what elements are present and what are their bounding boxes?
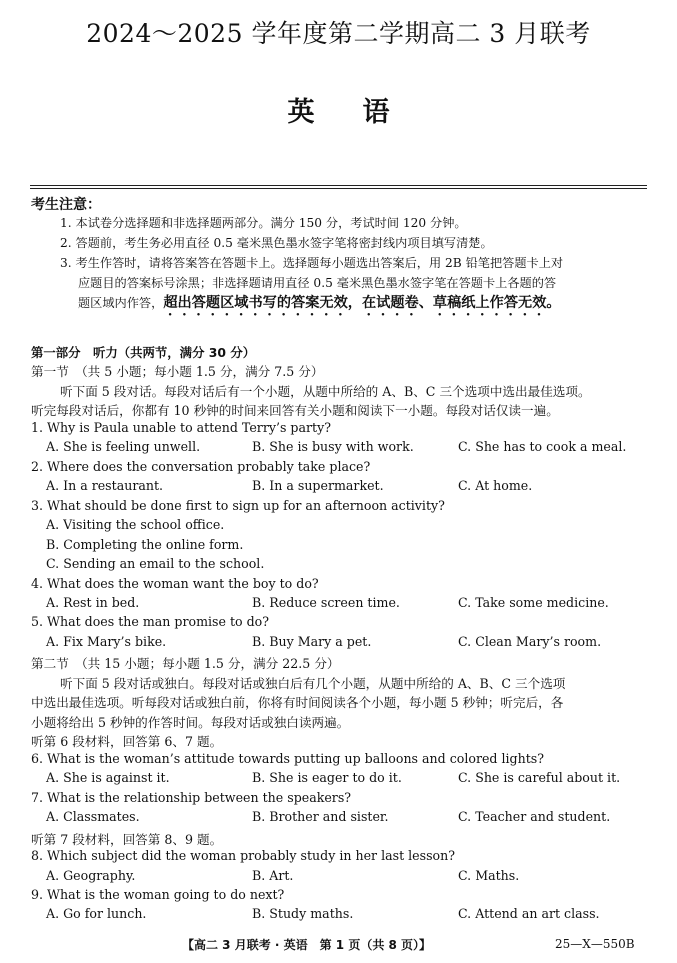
- page-footer: 【高二 3 月联考 · 英语 第 1 页（共 8 页）】: [182, 938, 432, 952]
- question-4-option-a: A. Rest in bed.: [46, 595, 140, 610]
- exam-title: 2024～2025 学年度第二学期高二 3 月联考: [86, 19, 591, 48]
- exam-code: 25—X—550B: [555, 937, 635, 951]
- question-3-option-c: C. Sending an email to the school.: [46, 556, 265, 571]
- note-item-3-text: 题区域内作答，: [78, 296, 164, 310]
- header-divider-thin: [30, 188, 647, 189]
- section1-heading: 第一节 （共 5 小题；每小题 1.5 分，满分 7.5 分）: [31, 364, 324, 379]
- question-8-option-a: A. Geography.: [46, 868, 136, 883]
- section2-heading: 第二节 （共 15 小题；每小题 1.5 分，满分 22.5 分）: [31, 656, 340, 671]
- question-4-option-c: C. Take some medicine.: [458, 595, 609, 610]
- question-8-stem: 8. Which subject did the woman probably study in her last lesson?: [31, 848, 455, 863]
- note-item-3-cont-2: [78, 293, 561, 319]
- section2-instruction-2: 中选出最佳选项。听每段对话或独白前，你将有时间阅读各个小题，每小题 5 秒钟；听完后，各: [31, 695, 564, 710]
- subject-title: 英语: [287, 97, 438, 128]
- section2-instruction-1: 听下面 5 段对话或独白。每段对话或独白后有几个小题，从题中所给的 A、B、C 三个选项: [60, 676, 566, 691]
- question-1-stem: 1. Why is Paula unable to attend Terry’s party?: [31, 420, 331, 435]
- question-7-option-a: A. Classmates.: [46, 809, 140, 824]
- question-9-stem: 9. What is the woman going to do next?: [31, 887, 285, 902]
- question-1-option-a: A. She is feeling unwell.: [46, 439, 201, 454]
- question-5-option-a: A. Fix Mary’s bike.: [46, 634, 167, 649]
- question-7-option-b: B. Brother and sister.: [252, 809, 389, 824]
- question-5-stem: 5. What does the man promise to do?: [31, 614, 269, 629]
- question-5-option-b: B. Buy Mary a pet.: [252, 634, 372, 649]
- section1-instruction-1: 听下面 5 段对话。每段对话后有一个小题，从题中所给的 A、B、C 三个选项中选出最佳选项。: [60, 384, 591, 399]
- note-item-3-cont-1: 应题目的答案标号涂黑；非选择题请用直径 0.5 毫米黑色墨水签字笔在答题卡上各题的答: [78, 276, 557, 290]
- question-1-option-b: B. She is busy with work.: [252, 439, 414, 454]
- section2-instruction-3: 小题将给出 5 秒钟的作答时间。每段对话或独白读两遍。: [31, 715, 350, 730]
- question-9-option-c: C. Attend an art class.: [458, 906, 600, 921]
- emphasized-warning: 超出答题区域书写的答案无效，在试题卷、草稿纸上作答无效。: [163, 295, 561, 311]
- notes-heading: 考生注意：: [31, 197, 101, 213]
- question-3-option-b: B. Completing the online form.: [46, 537, 244, 552]
- question-3-option-a: A. Visiting the school office.: [46, 517, 225, 532]
- question-4-option-b: B. Reduce screen time.: [252, 595, 400, 610]
- question-1-option-c: C. She has to cook a meal.: [458, 439, 627, 454]
- header-divider: [30, 185, 647, 186]
- question-5-option-c: C. Clean Mary’s room.: [458, 634, 602, 649]
- question-7-option-c: C. Teacher and student.: [458, 809, 611, 824]
- note-item-1: 1. 本试卷分选择题和非选择题两部分。满分 150 分，考试时间 120 分钟。: [60, 216, 467, 230]
- note-item-2: 2. 答题前，考生务必用直径 0.5 毫米黑色墨水签字笔将密封线内项目填写清楚。: [60, 236, 493, 250]
- note-item-3: 3. 考生作答时，请将答案答在答题卡上。选择题每小题选出答案后，用 2B 铅笔把答题卡上对: [60, 256, 564, 270]
- question-8-option-b: B. Art.: [252, 868, 294, 883]
- question-7-stem: 7. What is the relationship between the speakers?: [31, 790, 352, 805]
- question-2-option-a: A. In a restaurant.: [46, 478, 164, 493]
- question-2-option-c: C. At home.: [458, 478, 533, 493]
- question-3-stem: 3. What should be done first to sign up for an afternoon activity?: [31, 498, 445, 513]
- question-9-option-a: A. Go for lunch.: [46, 906, 147, 921]
- question-9-option-b: B. Study maths.: [252, 906, 354, 921]
- question-2-stem: 2. Where does the conversation probably take place?: [31, 459, 371, 474]
- question-6-option-b: B. She is eager to do it.: [252, 770, 402, 785]
- part1-heading: 第一部分 听力（共两节，满分 30 分）: [31, 345, 256, 360]
- question-8-option-c: C. Maths.: [458, 868, 520, 883]
- material-6-heading: 听第 6 段材料，回答第 6、7 题。: [31, 734, 223, 749]
- question-4-stem: 4. What does the woman want the boy to do?: [31, 576, 319, 591]
- question-6-option-c: C. She is careful about it.: [458, 770, 621, 785]
- question-2-option-b: B. In a supermarket.: [252, 478, 384, 493]
- section1-instruction-2: 听完每段对话后，你都有 10 秒钟的时间来回答有关小题和阅读下一小题。每段对话仅读一遍。: [31, 403, 559, 418]
- question-6-stem: 6. What is the woman’s attitude towards putting up balloons and colored lights?: [31, 751, 544, 766]
- material-7-heading: 听第 7 段材料，回答第 8、9 题。: [31, 832, 223, 847]
- question-6-option-a: A. She is against it.: [46, 770, 170, 785]
